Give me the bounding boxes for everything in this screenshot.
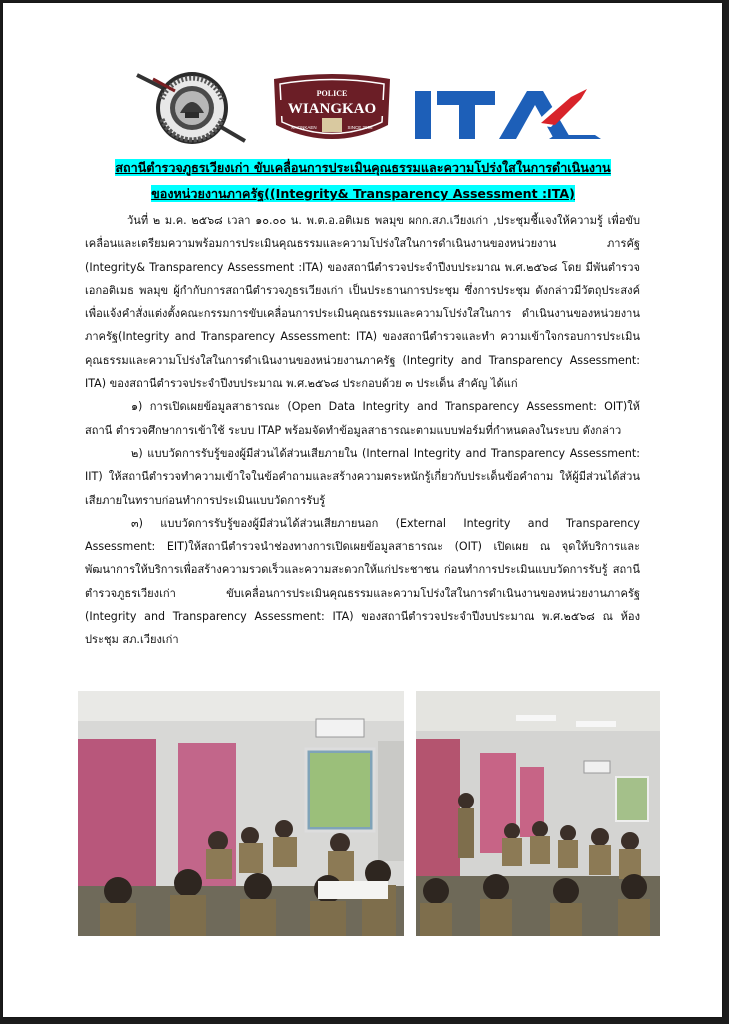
article-body bbox=[85, 209, 640, 652]
title-line-2: ของหน่วยงานภาครัฐ((Integrity& Transparency Assessment :ITA) bbox=[151, 186, 575, 201]
svg-text:WIANGKAO: WIANGKAO bbox=[287, 101, 377, 117]
page-title bbox=[73, 155, 653, 207]
document-page bbox=[3, 3, 722, 1017]
logo-row bbox=[3, 3, 722, 153]
svg-text:SINCE 2006: SINCE 2006 bbox=[347, 125, 373, 130]
paragraph-item-3: ๓) แบบวัดการรับรู้ของผู้มีส่วนได้ส่วนเสียภายนอก (External Integrity and Transparency Assessment: EIT)ให้สถานีตำรวจนำช่องทางการเปิดเผยข้อมูลสาธารณะ (OIT) เปิดเผย ณ จุดให้บริการและ พัฒนาการให้บริการเพื่อสร้างความรวดเร็วและความสะดวกให้แก่ประชาชน ก่อนทำการประเมินแบบวัดการรับรู้ สถานีตำรวจภูธรเวียงเก่า ขับเคลื่อนการประเมินคุณธรรมและความโปร่งใสในการดำเนินงานของหน่วยงานภาครัฐ (Integrity and Transparency Assessment: ITA) ของสถานีตำรวจประจำปีงบประมาณ พ.ศ.๒๕๖๘ ณ ห้องประชุม สภ.เวียงเก่า bbox=[85, 516, 640, 647]
royal-thai-police-logo bbox=[135, 69, 249, 145]
meeting-photo-left bbox=[78, 691, 404, 936]
ita-logo bbox=[415, 83, 601, 143]
title-line-1: สถานีตำรวจภูธรเวียงเก่า ขับเคลื่อนการประเมินคุณธรรมและความโปร่งใสในการดำเนินงาน bbox=[115, 160, 611, 175]
meeting-photo-right bbox=[416, 691, 660, 936]
wiangkao-police-logo bbox=[268, 73, 396, 151]
svg-text:POLICE: POLICE bbox=[316, 89, 348, 98]
paragraph-intro: วันที่ ๒ ม.ค. ๒๕๖๘ เวลา ๑๐.๐๐ น. พ.ต.อ.อติเมธ พลมุข ผกก.สภ.เวียงเก่า ,ประชุมชี้แจงให้ความรู้ เพื่อขับเคลื่อนและเตรียมความพร้อมการประเมินคุณธรรมและความโปร่งใสในการดำเนินงานของหน่วยงาน ภารคัฐ (Integrity& Transparency Assessment :ITA) ของสถานีตำรวจประจำปีงบประมาณ พ.ศ.๒๕๖๘ โดย มีพันตำรวจเอกอติเมธ พลมุข ผู้กำกับการสถานีตำรวจภูธรเวียงเก่า เป็นประธานการประชุม ซึ่งการประชุม ดังกล่าวมีวัตถุประสงค์เพื่อแจ้งคำสั่งแต่งตั้งคณะกรรมการขับเคลื่อนการประเมินคุณธรรมและความโปร่งใสในการ ดำเนินงานของหน่วยงานภาครัฐ(Integrity and Transparency Assessment: ITA) ของสถานีตำรวจและทำ ความเข้าใจกรอบการประเมินคุณธรรมและความโปร่งใสในการดำเนินงานของหน่วยงานภาครัฐ (Integrity and Transparency Assessment: ITA) ของสถานีตำรวจประจำปีงบประมาณ พ.ศ.๒๕๖๘ ประกอบด้วย ๓ ประเด็น สำคัญ ได้แก่ bbox=[85, 214, 640, 391]
paragraph-item-2: ๒) แบบวัดการรับรู้ของผู้มีส่วนได้ส่วนเสียภายใน (Internal Integrity and Transparency Assessment: IIT) ให้สถานีตำรวจทำความเข้าใจในข้อคำถามและสร้างความตระหนักรู้เกี่ยวกับประเด็นข้อคำถาม ให้ผู้มีส่วนได้ส่วนเสียภายในทราบก่อนทำการประเมินแบบวัดการรับรู้ bbox=[85, 446, 640, 507]
paragraph-item-1: ๑) การเปิดเผยข้อมูลสาธารณะ (Open Data Integrity and Transparency Assessment: OIT)ให้ สถานี ตำรวจศึกษาการเข้าใช้ ระบบ ITAP พร้อมจัดทำข้อมูลสาธารณะตามแบบฟอร์มที่กำหนดลงในระบบ ดังกล่าว bbox=[85, 400, 640, 437]
svg-text:KHONKAEN: KHONKAEN bbox=[291, 125, 317, 130]
